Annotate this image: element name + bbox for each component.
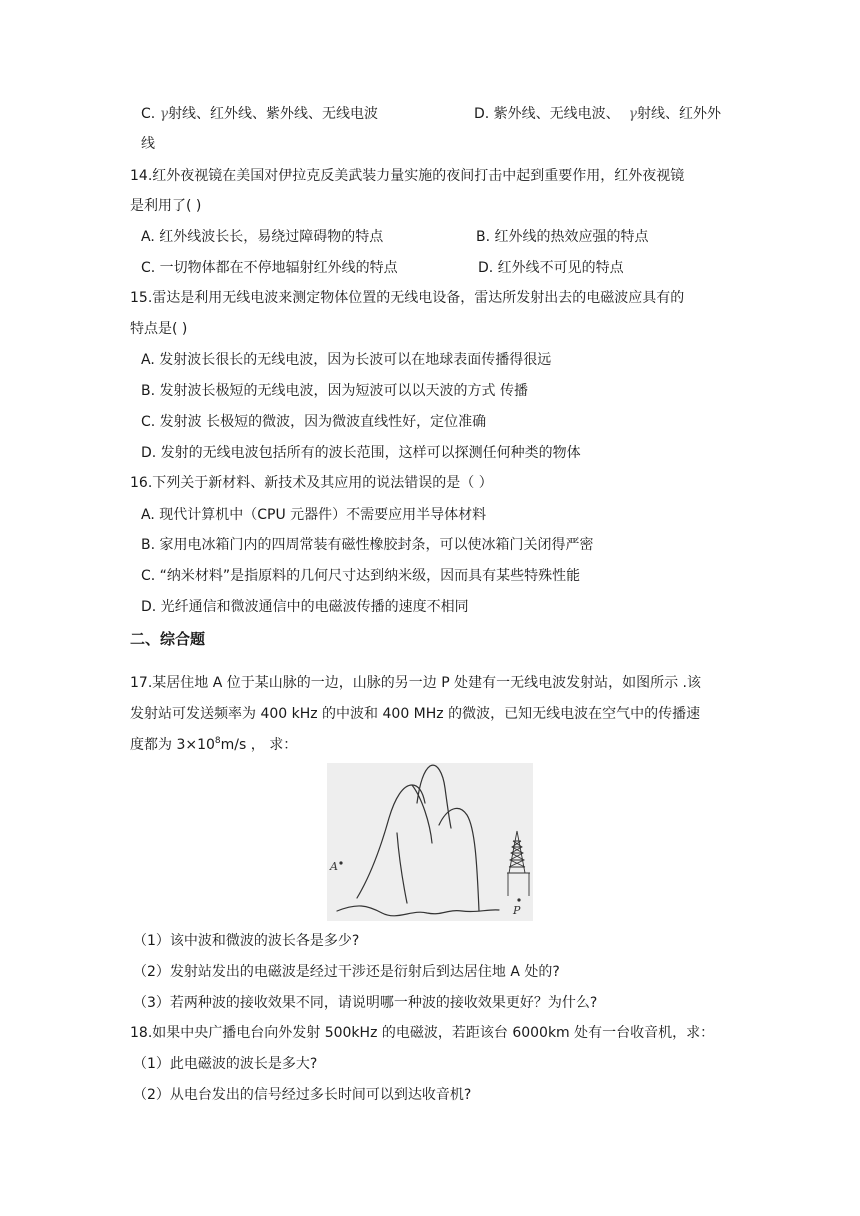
q15-option-b: B. 发射波长极短的无线电波，因为短波可以以天波的方式 传播 xyxy=(141,383,528,399)
q14-stem-line2: 是利用了( ) xyxy=(130,198,202,214)
q17-stem-line3 xyxy=(130,735,297,755)
q15-option-a: A. 发射波长很长的无线电波，因为长波可以在地球表面传播得很远 xyxy=(141,352,552,368)
mountain-transmitter-figure xyxy=(327,763,533,921)
q14-option-d: D. 红外线不可见的特点 xyxy=(478,260,624,276)
q13-option-d xyxy=(474,104,721,124)
q18-subquestion-1: （1）此电磁波的波长是多大? xyxy=(133,1056,318,1072)
q17-stem-line3-pre: 度都为 3×10 xyxy=(130,737,215,753)
q13-option-d-continuation: 线 xyxy=(141,136,155,152)
q15-stem-line1: 15.雷达是利用无线电波来测定物体位置的无线电设备，雷达所发射出去的电磁波应具有的 xyxy=(130,290,685,306)
q16-option-c: C. “纳米材料”是指原料的几何尺寸达到纳米级，因而具有某些特殊性能 xyxy=(141,568,581,584)
gamma-symbol: γ xyxy=(628,106,637,122)
q15-stem-line2: 特点是( ) xyxy=(130,321,188,337)
gamma-symbol: γ xyxy=(159,106,169,122)
section-heading: 二、综合题 xyxy=(130,630,206,648)
point-a-label: A xyxy=(330,860,338,873)
q14-option-a: A. 红外线波长长，易绕过障碍物的特点 xyxy=(141,229,384,245)
q17-subquestion-3: （3）若两种波的接收效果不同，请说明哪一种波的接收效果更好？为什么? xyxy=(133,995,598,1011)
q17-subquestion-2: （2）发射站发出的电磁波是经过干涉还是衍射后到达居住地 A 处的? xyxy=(133,964,560,980)
q16-option-a: A. 现代计算机中（CPU 元器件）不需要应用半导体材料 xyxy=(141,507,487,523)
q14-option-b: B. 红外线的热效应强的特点 xyxy=(476,229,649,245)
q18-subquestion-2: （2）从电台发出的信号经过多长时间可以到达收音机? xyxy=(133,1087,472,1103)
q16-option-b: B. 家用电冰箱门内的四周常装有磁性橡胶封条，可以使冰箱门关闭得严密 xyxy=(141,537,594,553)
point-p-label: P xyxy=(513,904,521,917)
q13-option-d-text: 射线、红外外 xyxy=(636,106,721,122)
q17-stem-line2: 发射站可发送频率为 400 kHz 的中波和 400 MHz 的微波，已知无线电波在空气中的传播速 xyxy=(130,706,701,722)
q16-option-d: D. 光纤通信和微波通信中的电磁波传播的速度不相同 xyxy=(141,599,469,615)
point-a-marker xyxy=(339,861,342,864)
q13-option-c-text: 射线、红外线、紫外线、无线电波 xyxy=(168,106,379,122)
q13-option-c xyxy=(141,104,378,124)
q18-stem: 18.如果中央广播电台向外发射 500kHz 的电磁波，若距该台 6000km 处有一台收音机，求： xyxy=(130,1025,715,1041)
q13-option-c-prefix: C. xyxy=(141,106,156,122)
q13-option-d-prefix: D. 紫外线、无线电波、 xyxy=(474,106,620,122)
exponent: 8 xyxy=(214,736,221,746)
q14-option-c: C. 一切物体都在不停地辐射红外线的特点 xyxy=(141,260,398,276)
q17-stem-line1: 17.某居住地 A 位于某山脉的一边，山脉的另一边 P 处建有一无线电波发射站，如图所示 .该 xyxy=(130,675,701,691)
transmitter-tower-icon xyxy=(507,831,530,896)
point-p-marker xyxy=(517,898,520,901)
q16-stem: 16.下列关于新材料、新技术及其应用的说法错误的是（ ） xyxy=(130,475,493,491)
q17-stem-line3-post: m/s ， 求： xyxy=(220,737,298,753)
q15-option-c: C. 发射波 长极短的微波，因为微波直线性好，定位准确 xyxy=(141,414,487,430)
q17-subquestion-1: （1）该中波和微波的波长各是多少? xyxy=(133,933,360,949)
q14-stem-line1: 14.红外夜视镜在美国对伊拉克反美武装力量实施的夜间打击中起到重要作用，红外夜视镜 xyxy=(130,168,685,184)
mountain-sketch xyxy=(327,763,533,921)
q15-option-d: D. 发射的无线电波包括所有的波长范围，这样可以探测任何种类的物体 xyxy=(141,445,581,461)
